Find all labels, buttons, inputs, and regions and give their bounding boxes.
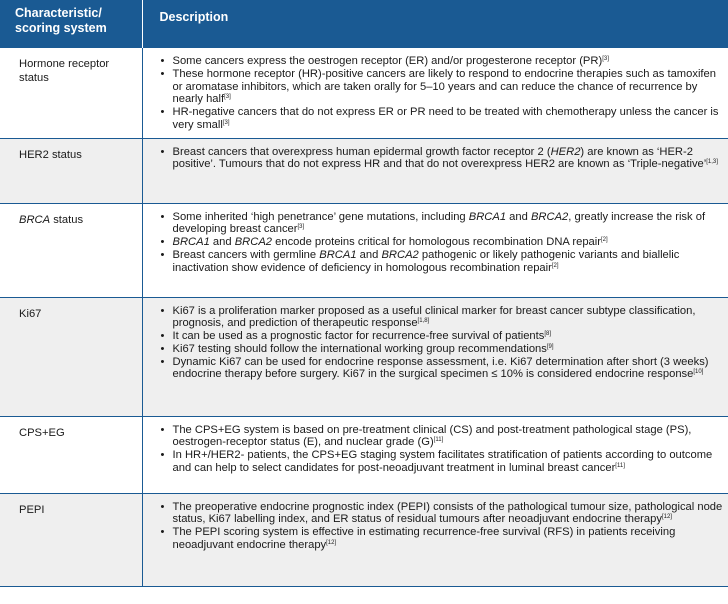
gene-name: BRCA1 bbox=[172, 236, 210, 249]
table-header-row bbox=[0, 0, 728, 48]
reference: [10] bbox=[693, 369, 704, 376]
gene-name: BRCA2 bbox=[381, 248, 419, 261]
bullet-text: Breast cancers with germline bbox=[172, 248, 320, 261]
row-label-line1: Hormone receptor bbox=[19, 58, 110, 70]
bullet-list bbox=[161, 146, 725, 172]
reference: [2] bbox=[551, 262, 559, 269]
reference: [3] bbox=[602, 56, 609, 62]
reference: [12] bbox=[661, 514, 672, 521]
reference: [11] bbox=[433, 437, 444, 444]
bullet-text: The preoperative endocrine prognostic index (PEPI) consists of the pathological tumour size, pathological node status, Ki67 labelling index, and ER status of residual tumours after neoadjuvant endocrine therapy bbox=[172, 500, 723, 526]
bullet-text: HR-negative cancers that do not express ER or PR need to be treated with chemotherapy unless the cancer is very small bbox=[172, 106, 719, 131]
reference: [2] bbox=[600, 237, 608, 244]
row-description bbox=[142, 493, 728, 586]
list-item: • Ki67 testing should follow the international working group recommendations[9] bbox=[160, 342, 554, 355]
list-item: • Some cancers express the oestrogen receptor (ER) and/or progesterone receptor (PR)[3] bbox=[160, 55, 609, 67]
row-label-hormone-receptor bbox=[0, 48, 142, 138]
bullet-list bbox=[161, 501, 725, 552]
bullet-text: and bbox=[356, 248, 382, 261]
list-item: • BRCA1 and BRCA2 encode proteins critical for homologous recombination DNA repair[2] bbox=[160, 236, 608, 249]
gene-name: BRCA2 bbox=[530, 210, 569, 223]
list-item: • Breast cancers that overexpress human epidermal growth factor receptor 2 (HER2) are known as ‘HER-2 positive’. Tumours that do not express HR and that do not overexpress HER2 are known as ‘Triple-negative’[1,3] bbox=[160, 145, 718, 171]
reference: [3] bbox=[222, 119, 230, 126]
reference: [1,8] bbox=[417, 318, 430, 325]
gene-name: BRCA2 bbox=[234, 236, 273, 249]
header-characteristic-line1: Characteristic/ bbox=[15, 6, 102, 20]
bullet-text: and bbox=[506, 210, 531, 223]
row-label-cps-eg: CPS+EG bbox=[0, 416, 142, 493]
table-row bbox=[0, 203, 728, 297]
reference: [9] bbox=[546, 343, 554, 350]
bullet-text: The CPS+EG system is based on pre-treatment clinical (CS) and post-treatment pathological stage (PS), oestrogen-receptor status (E), and nuclear grade (G) bbox=[172, 423, 692, 449]
bullet-text: Some inherited ‘high penetrance’ gene mutations, including bbox=[172, 210, 469, 223]
list-item: • HR-negative cancers that do not express ER or PR need to be treated with chemotherapy unless the cancer is very small[3] bbox=[160, 106, 719, 131]
bullet-text: Ki67 is a proliferation marker proposed as a useful clinical marker for breast cancer subtype classification, prognosis, and prediction of therapeutic response bbox=[172, 304, 696, 330]
list-item: • Breast cancers with germline BRCA1 and BRCA2 pathogenic or likely pathogenic variants and biallelic inactivation show evidence of deficiency in homologous recombination repair[2] bbox=[160, 248, 680, 274]
header-characteristic-line2: scoring system bbox=[15, 21, 107, 35]
row-description bbox=[142, 138, 728, 203]
table-row bbox=[0, 138, 728, 203]
bullet-text: , greatly increase the risk of developing breast cancer bbox=[172, 210, 706, 236]
list-item: • These hormone receptor (HR)-positive cancers are likely to respond to endocrine therapies such as tamoxifen or aromatase inhibitors, which are taken orally for 5–10 years and can reduce the chance of recurrence by nearly half[3] bbox=[160, 67, 716, 106]
list-item: • In HR+/HER2- patients, the CPS+EG staging system facilitates stratification of patients according to outcome and can help to select candidates for post-neoadjuvant treatment in luminal breast cancer[11] bbox=[160, 449, 713, 474]
row-description bbox=[142, 416, 728, 493]
row-label-line2: status bbox=[19, 72, 49, 84]
bullet-text: The PEPI scoring system is effective in estimating recurrence-free survival (RFS) in patients receiving neoadjuvant endocrine therapy bbox=[172, 526, 676, 551]
list-item: • The preoperative endocrine prognostic index (PEPI) consists of the pathological tumour size, pathological node status, Ki67 labelling index, and ER status of residual tumours after neoadjuvant endocrine therapy[12] bbox=[160, 500, 723, 526]
list-item: • Dynamic Ki67 can be used for endocrine response assessment, i.e. Ki67 determination after short (3 weeks) endocrine therapy before surgery. Ki67 in the surgical specimen ≤ 10% is considered endocrine response[10] bbox=[160, 355, 709, 381]
bullet-text: Ki67 testing should follow the international working group recommendations bbox=[172, 342, 547, 355]
bullet-list bbox=[161, 424, 725, 475]
reference: [1,3] bbox=[706, 159, 718, 166]
bullet-text: encode proteins critical for homologous recombination DNA repair bbox=[272, 236, 601, 249]
list-item: • It can be used as a prognostic factor for recurrence-free survival of patients[8] bbox=[160, 330, 552, 343]
reference: [12] bbox=[326, 539, 337, 546]
bullet-text: ) are known as ‘HER-2 positive’. Tumours that do not express HR and that do not overexpress HER2 are known as ‘Triple-negative’ bbox=[172, 145, 707, 171]
bullet-list bbox=[161, 55, 725, 132]
row-label-rest: status bbox=[50, 213, 84, 226]
bullet-text: In HR+/HER2- patients, the CPS+EG staging system facilitates stratification of patients according to outcome and can help to select candidates for post-neoadjuvant treatment in luminal breast cancer bbox=[172, 449, 713, 474]
bullet-text: and bbox=[209, 236, 235, 249]
header-characteristic bbox=[0, 0, 142, 48]
reference: [8] bbox=[544, 331, 552, 338]
reference: [3] bbox=[297, 224, 305, 231]
bullet-list bbox=[161, 211, 725, 275]
row-description bbox=[142, 203, 728, 297]
bullet-text: Dynamic Ki67 can be used for endocrine response assessment, i.e. Ki67 determination after short (3 weeks) endocrine therapy before surgery. Ki67 in the surgical specimen ≤ 10% is considered endocrine response bbox=[172, 355, 709, 381]
gene-name: BRCA1 bbox=[468, 210, 507, 223]
bullet-text: Breast cancers that overexpress human epidermal growth factor receptor 2 ( bbox=[172, 145, 551, 158]
gene-name: BRCA1 bbox=[319, 248, 357, 261]
bullet-text: It can be used as a prognostic factor for recurrence-free survival of patients bbox=[172, 330, 545, 343]
bullet-text: pathogenic or likely pathogenic variants and biallelic inactivation show evidence of deficiency in homologous recombination repair bbox=[172, 248, 680, 274]
table-row bbox=[0, 297, 728, 416]
bullet-list bbox=[161, 305, 725, 382]
table-row bbox=[0, 48, 728, 138]
reference: [11] bbox=[615, 462, 625, 469]
row-label-ki67: Ki67 bbox=[0, 297, 142, 416]
table-row bbox=[0, 416, 728, 493]
gene-name: HER2 bbox=[550, 145, 581, 158]
reference: [3] bbox=[224, 94, 231, 101]
list-item: • Ki67 is a proliferation marker proposed as a useful clinical marker for breast cancer subtype classification, prognosis, and prediction of therapeutic response[1,8] bbox=[160, 304, 696, 330]
list-item: • The CPS+EG system is based on pre-treatment clinical (CS) and post-treatment pathological stage (PS), oestrogen-receptor status (E), and nuclear grade (G)[11] bbox=[160, 423, 692, 449]
table-row bbox=[0, 493, 728, 586]
row-label-pepi: PEPI bbox=[0, 493, 142, 586]
header-description: Description bbox=[142, 0, 728, 48]
row-description bbox=[142, 297, 728, 416]
gene-name: BRCA bbox=[19, 213, 51, 226]
bullet-text: These hormone receptor (HR)-positive cancers are likely to respond to endocrine therapies such as tamoxifen or aromatase inhibitors, which are taken orally for 5–10 years and can reduce the chance of recurrence by nearly half bbox=[172, 67, 716, 106]
list-item: • Some inherited ‘high penetrance’ gene mutations, including BRCA1 and BRCA2, greatly increase the risk of developing breast cancer[3] bbox=[160, 210, 706, 236]
row-label-her2: HER2 status bbox=[0, 138, 142, 203]
row-description bbox=[142, 48, 728, 138]
list-item: • The PEPI scoring system is effective in estimating recurrence-free survival (RFS) in patients receiving neoadjuvant endocrine therapy[12] bbox=[160, 526, 676, 551]
bullet-text: Some cancers express the oestrogen receptor (ER) and/or progesterone receptor (PR) bbox=[172, 55, 603, 67]
row-label-brca bbox=[0, 203, 142, 297]
